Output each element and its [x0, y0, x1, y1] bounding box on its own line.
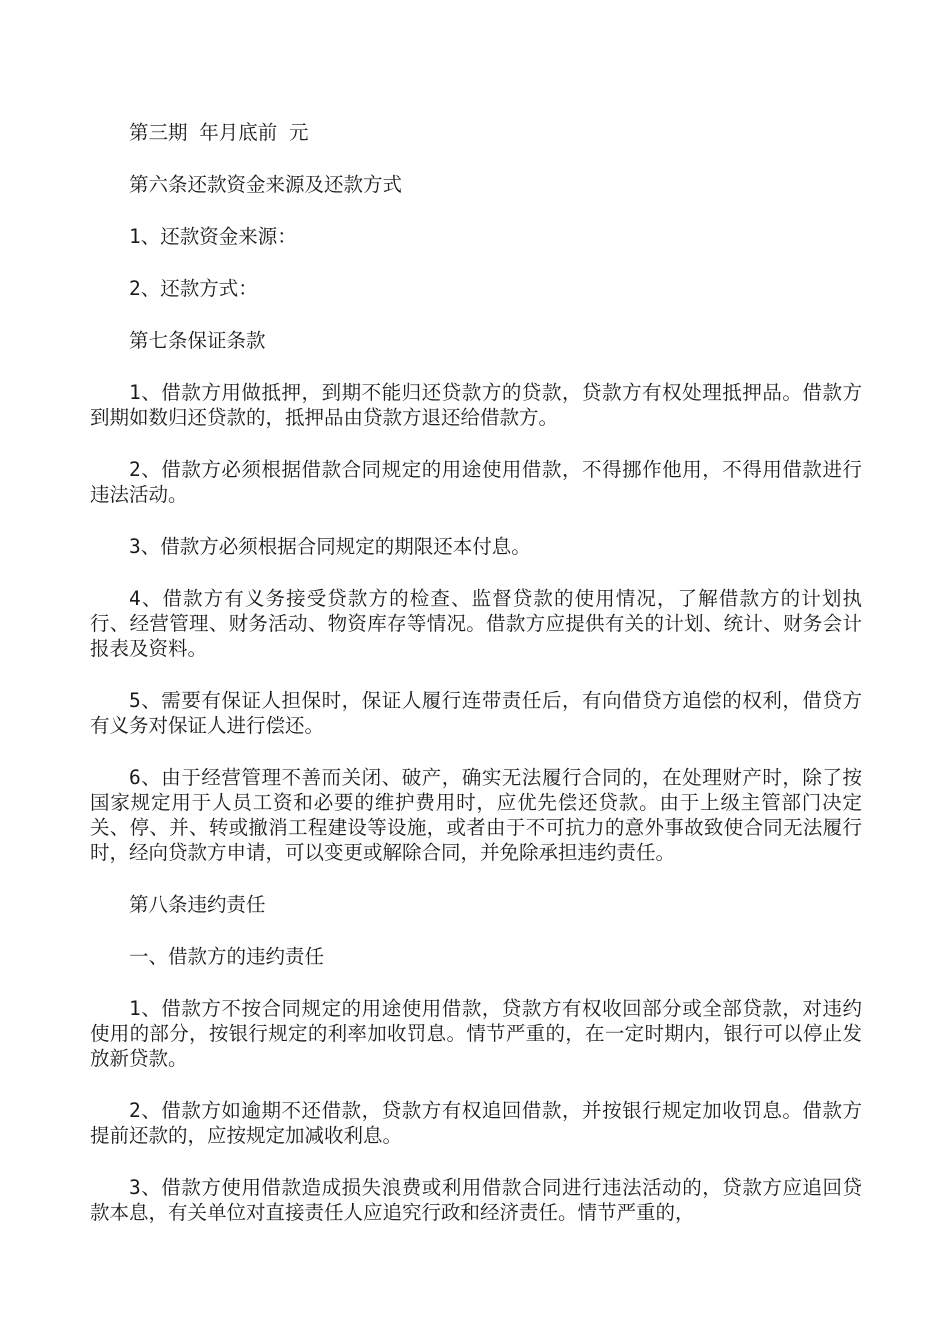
paragraph-guarantee-5: 5、需要有保证人担保时，保证人履行连带责任后，有向借贷方追偿的权利，借贷方有义务对保证人进行偿还。 [90, 689, 862, 737]
paragraph-liability-3: 3、借款方使用借款造成损失浪费或利用借款合同进行违法活动的，贷款方应追回贷款本息，有关单位对直接责任人应追究行政和经济责任。情节严重的， [90, 1176, 862, 1224]
article-eight-heading: 第八条违约责任 [129, 893, 266, 916]
paragraph-repayment-source: 1、还款资金来源： [129, 225, 297, 248]
paragraph-guarantee-2: 2、借款方必须根据借款合同规定的用途使用借款，不得挪作他用，不得用借款进行违法活动。 [90, 458, 862, 506]
article-six-heading: 第六条还款资金来源及还款方式 [129, 173, 403, 196]
article-seven-heading: 第七条保证条款 [129, 329, 266, 352]
section-borrower-liability: 一、借款方的违约责任 [129, 945, 325, 968]
paragraph-guarantee-4: 4、借款方有义务接受贷款方的检查、监督贷款的使用情况，了解借款方的计划执行、经营管理、财务活动、物资库存等情况。借款方应提供有关的计划、统计、财务会计报表及资料。 [90, 587, 862, 660]
paragraph-liability-1: 1、借款方不按合同规定的用途使用借款，贷款方有权收回部分或全部贷款，对违约使用的部分，按银行规定的利率加收罚息。情节严重的，在一定时期内，银行可以停止发放新贷款。 [90, 997, 862, 1070]
paragraph-guarantee-6: 6、由于经营管理不善而关闭、破产，确实无法履行合同的，在处理财产时，除了按国家规定用于人员工资和必要的维护费用时，应优先偿还贷款。由于上级主管部门决定关、停、并、转或撤消工程建设等设施，或者由于不可抗力的意外事故致使合同无法履行时，经向贷款方申请，可以变更或解除合同，并免除承担违约责任。 [90, 766, 862, 864]
paragraph-guarantee-1: 1、借款方用做抵押，到期不能归还贷款方的贷款，贷款方有权处理抵押品。借款方到期如数归还贷款的，抵押品由贷款方退还给借款方。 [90, 381, 862, 429]
paragraph-repayment-method: 2、还款方式： [129, 277, 258, 300]
document-body [90, 120, 862, 1252]
paragraph-guarantee-3: 3、借款方必须根据合同规定的期限还本付息。 [129, 535, 531, 558]
paragraph-liability-2: 2、借款方如逾期不还借款，贷款方有权追回借款，并按银行规定加收罚息。借款方提前还款的，应按规定加减收利息。 [90, 1099, 862, 1147]
paragraph-phase-three: 第三期 年月底前 元 [129, 121, 309, 144]
